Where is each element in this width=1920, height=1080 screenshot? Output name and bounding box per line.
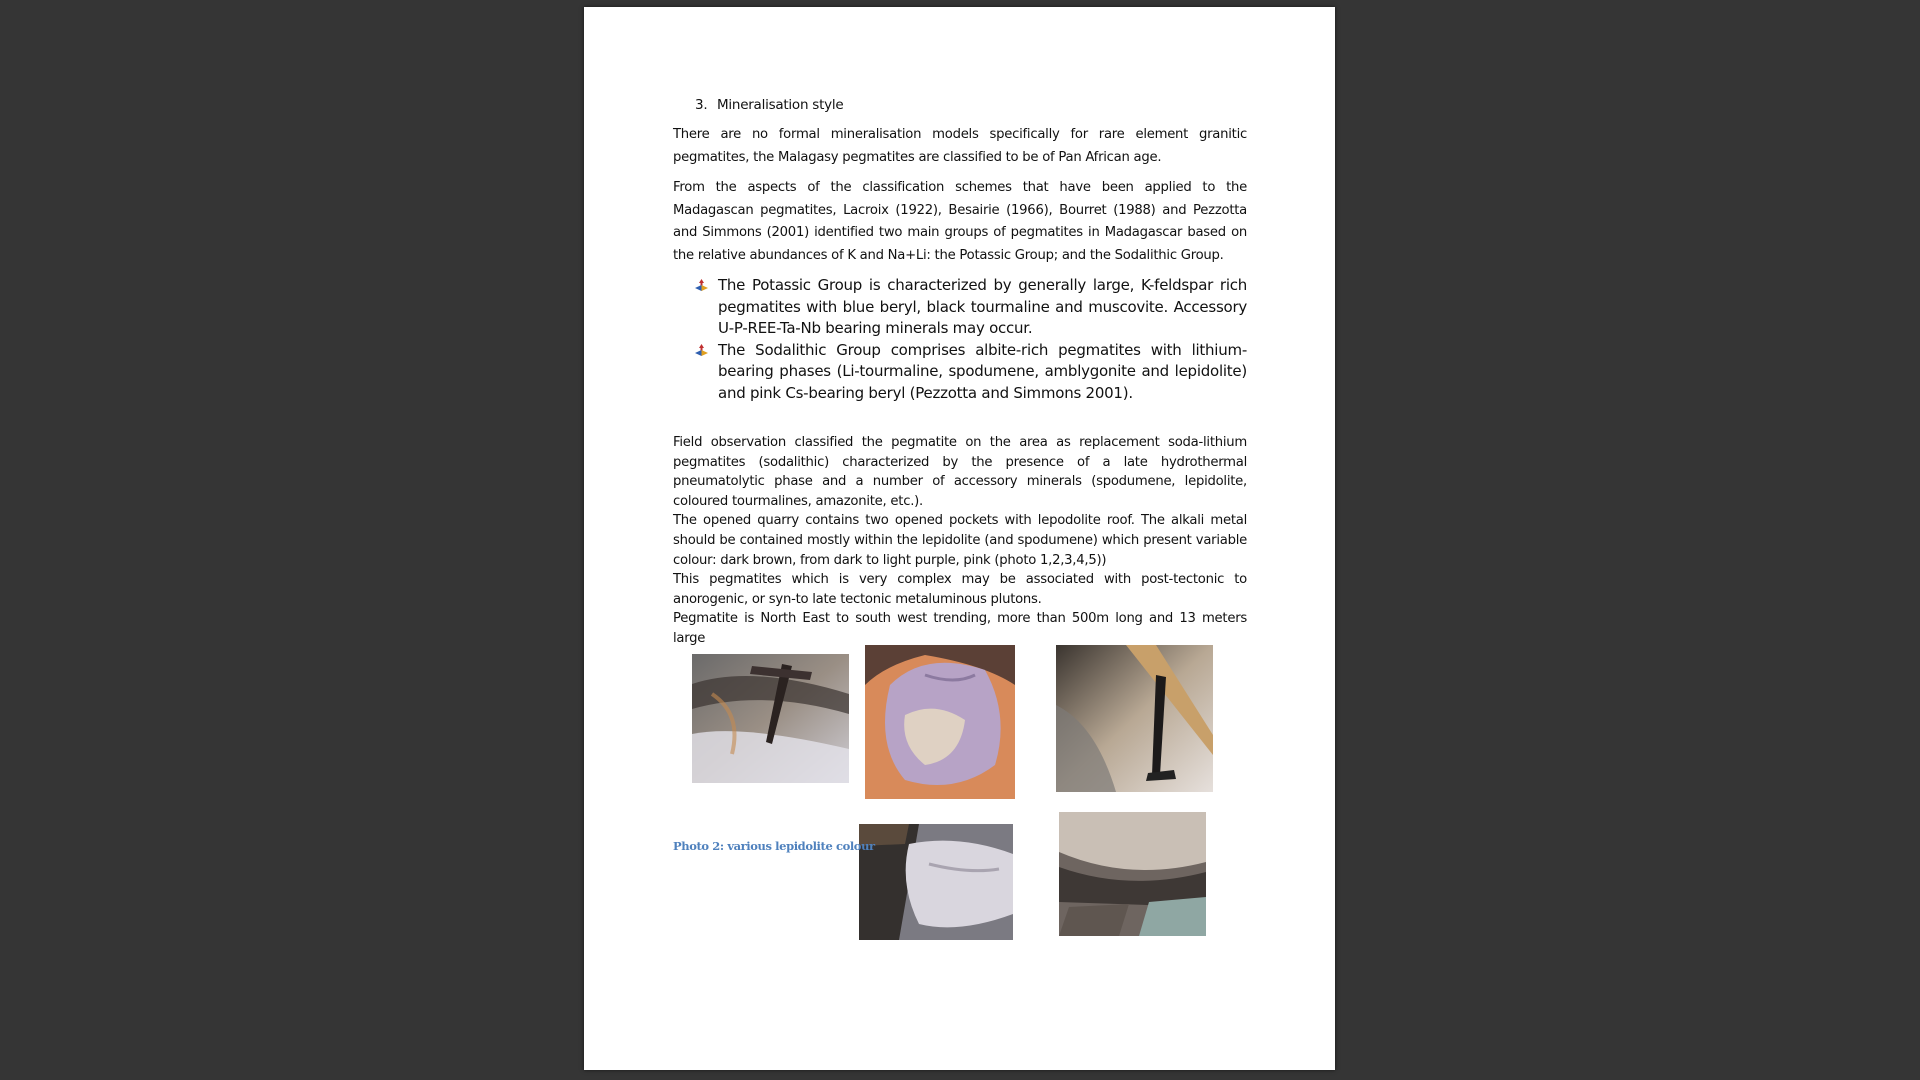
field-observations	[673, 433, 1247, 649]
arrow-bullet-icon	[695, 344, 708, 357]
section-heading	[695, 96, 1247, 114]
list-item	[718, 340, 1247, 405]
photo-lepidolite-1	[692, 654, 849, 783]
list-item	[718, 275, 1247, 340]
photo-lepidolite-3	[1056, 645, 1213, 792]
section-title: Mineralisation style	[717, 97, 844, 113]
paragraph-intro: There are no formal mineralisation models specifically for rare element granitic pegmatites, the Malagasy pegmatites are classified to be of Pan African age.	[673, 127, 1247, 165]
field-paragraph: Field observation classified the pegmatite on the area as replacement soda-lithium pegmatites (sodalithic) characterized by the presence of a late hydrothermal pneumatolytic phase and a number of accessory minerals (spodumene, lepidolite, coloured tourmalines, amazonite, etc.).	[673, 435, 1247, 509]
paragraph-classification: From the aspects of the classification schemes that have been applied to the Madagascan pegmatites, Lacroix (1922), Besairie (1966), Bourret (1988) and Pezzotta and Simmons (2001) identified two main groups of pegmatites in Madagascar based on the relative abundances of K and Na+Li: the Potassic Group; and the Sodalithic Group.	[673, 180, 1247, 263]
photo-lepidolite-2	[865, 645, 1015, 799]
arrow-bullet-icon	[695, 279, 708, 292]
list-item-text: The Sodalithic Group comprises albite-rich pegmatites with lithium-bearing phases (Li-tourmaline, spodumene, amblygonite and lepidolite) and pink Cs-bearing beryl (Pezzotta and Simmons 2001).	[718, 340, 1247, 402]
photo-lepidolite-4	[859, 824, 1013, 940]
list-item-text: The Potassic Group is characterized by generally large, K-feldspar rich pegmatites with blue beryl, black tourmaline and muscovite. Accessory U-P-REE-Ta-Nb bearing minerals may occur.	[718, 276, 1247, 337]
section-number: 3.	[695, 97, 708, 113]
photo-lepidolite-5	[1059, 812, 1206, 936]
group-list	[673, 275, 1247, 404]
page-content	[673, 96, 1247, 649]
field-paragraph: The opened quarry contains two opened pockets with lepodolite roof. The alkali metal should be contained mostly within the lepidolite (and spodumene) which present variable colour: dark brown, from dark to light purple, pink (photo 1,2,3,4,5))	[673, 513, 1247, 568]
field-paragraph: This pegmatites which is very complex may be associated with post-tectonic to anorogenic, or syn-to late tectonic metaluminous plutons.	[673, 572, 1247, 607]
photo-caption: Photo 2: various lepidolite colour	[673, 839, 875, 853]
field-paragraph: Pegmatite is North East to south west trending, more than 500m long and 13 meters large	[673, 611, 1247, 646]
document-page	[584, 7, 1335, 1070]
